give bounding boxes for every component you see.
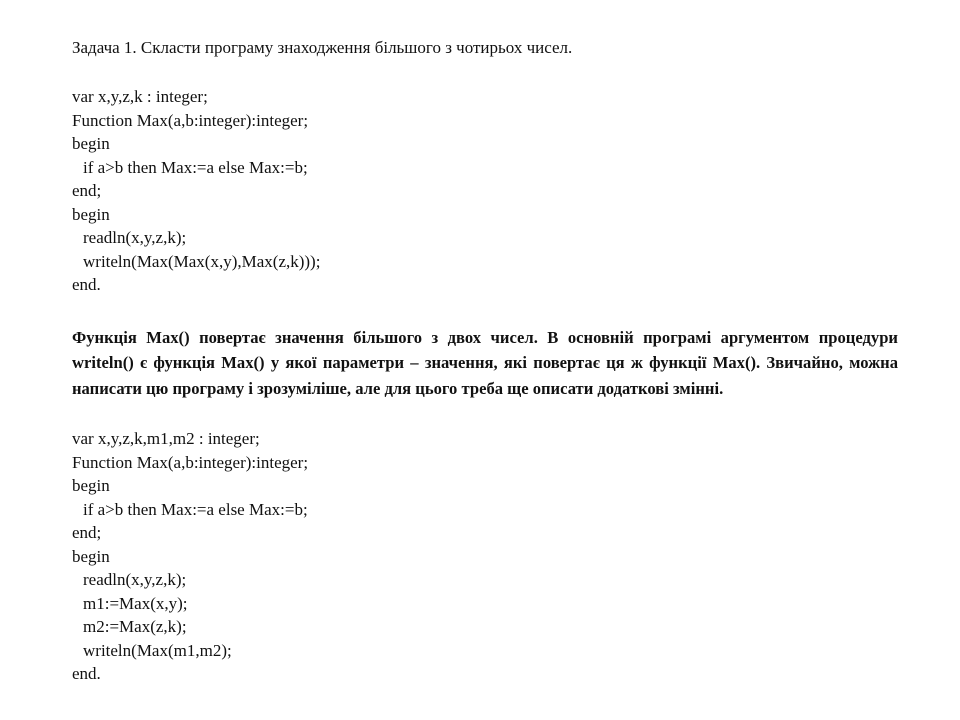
code-line: Function Max(a,b:integer):integer; [72, 452, 309, 472]
explanation-paragraph: Функція Max() повертає значення більшого з двох чисел. В основній програмі аргументом процедури writeln() є функція Max() у якої параметри – значення, які повертає ця ж функції Max(). Звичайно, можна написати цю програму і зрозуміліше, але для цього треба ще описати додаткові змінні. [72, 327, 898, 398]
code-line: writeln(Max(m1,m2); [83, 640, 232, 660]
code-block-1 [72, 85, 898, 297]
code-line: m1:=Max(x,y); [83, 593, 188, 613]
code-line: end; [72, 181, 102, 200]
code-line: if a>b then Max:=a else Max:=b; [83, 157, 308, 177]
code-line: if a>b then Max:=a else Max:=b; [83, 499, 308, 519]
code-line: begin [72, 546, 110, 566]
code-line: readln(x,y,z,k); [83, 228, 187, 247]
code-line: begin [72, 476, 110, 496]
code-block-2 [72, 427, 898, 686]
code-line: end. [72, 275, 101, 294]
task-title: Задача 1. Скласти програму знаходження більшого з чотирьох чисел. [72, 38, 573, 57]
code-line: var x,y,z,k : integer; [72, 87, 208, 106]
code-line: begin [72, 204, 110, 224]
document-page [72, 36, 898, 686]
code-line: Function Max(a,b:integer):integer; [72, 110, 309, 130]
code-line: m2:=Max(z,k); [83, 617, 187, 637]
code-line: var x,y,z,k,m1,m2 : integer; [72, 429, 260, 449]
code-line: writeln(Max(Max(x,y),Max(z,k))); [83, 251, 321, 271]
code-line: end. [72, 664, 101, 684]
code-line: readln(x,y,z,k); [83, 570, 187, 590]
code-line: end; [72, 523, 102, 543]
code-line: begin [72, 134, 110, 153]
